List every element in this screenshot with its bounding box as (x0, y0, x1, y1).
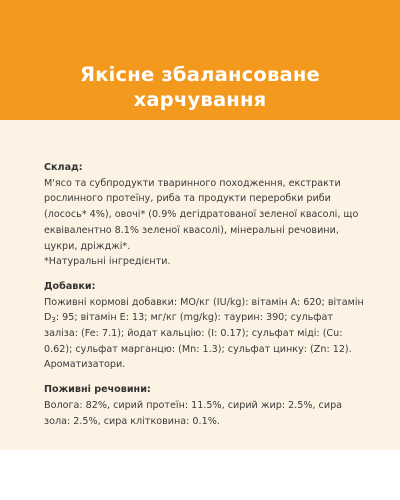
composition-note: *Натуральні інгредієнти. (44, 256, 171, 268)
nutrients-title: Поживні речовини: (44, 384, 151, 396)
header-title (16, 62, 384, 112)
composition-section (44, 160, 368, 270)
composition-title: Склад: (44, 162, 83, 173)
additives-text-part-1: Поживні кормові добавки: МО/кг (IU/kg): вітамін A: 620; вітамін D (44, 296, 364, 324)
header-title-line-1: Якісне збалансоване (80, 63, 320, 86)
nutrients-text: Волога: 82%, сирий протеїн: 11.5%, сирий жир: 2.5%, сира зола: 2.5%, сира клітковина: 0.1%. (44, 399, 343, 427)
bottom-strip (0, 450, 400, 500)
additives-section (44, 279, 368, 373)
content-block (44, 160, 368, 438)
header-title-line-2: харчування (133, 88, 267, 111)
nutrients-section (44, 382, 368, 429)
header-banner (0, 0, 400, 120)
additives-subscript: 3 (51, 316, 56, 325)
additives-text (44, 295, 368, 374)
composition-text: М'ясо та субпродукти тваринного походження, екстракти рослинного протеїну, риба та продукти переробки риби (лосось* 4%), овочі* (0.9% дегідратованої зеленої квасолі, що еквівалентно 8.1% зеленої квасолі), мінеральні речовини, цукри, дріжджі*. (44, 177, 359, 252)
additives-text-part-2: : 95; вітамін E: 13; мг/кг (mg/kg): таурин: 390; сульфат заліза: (Fe: 7.1); йодат кальцію: (I: 0.17); сульфат міді: (Cu: 0.62); сульфат марганцю: (Mn: 1.3); сульфат цинку: (Zn: 12). Ароматизатори. (44, 312, 352, 371)
additives-title: Добавки: (44, 280, 96, 292)
